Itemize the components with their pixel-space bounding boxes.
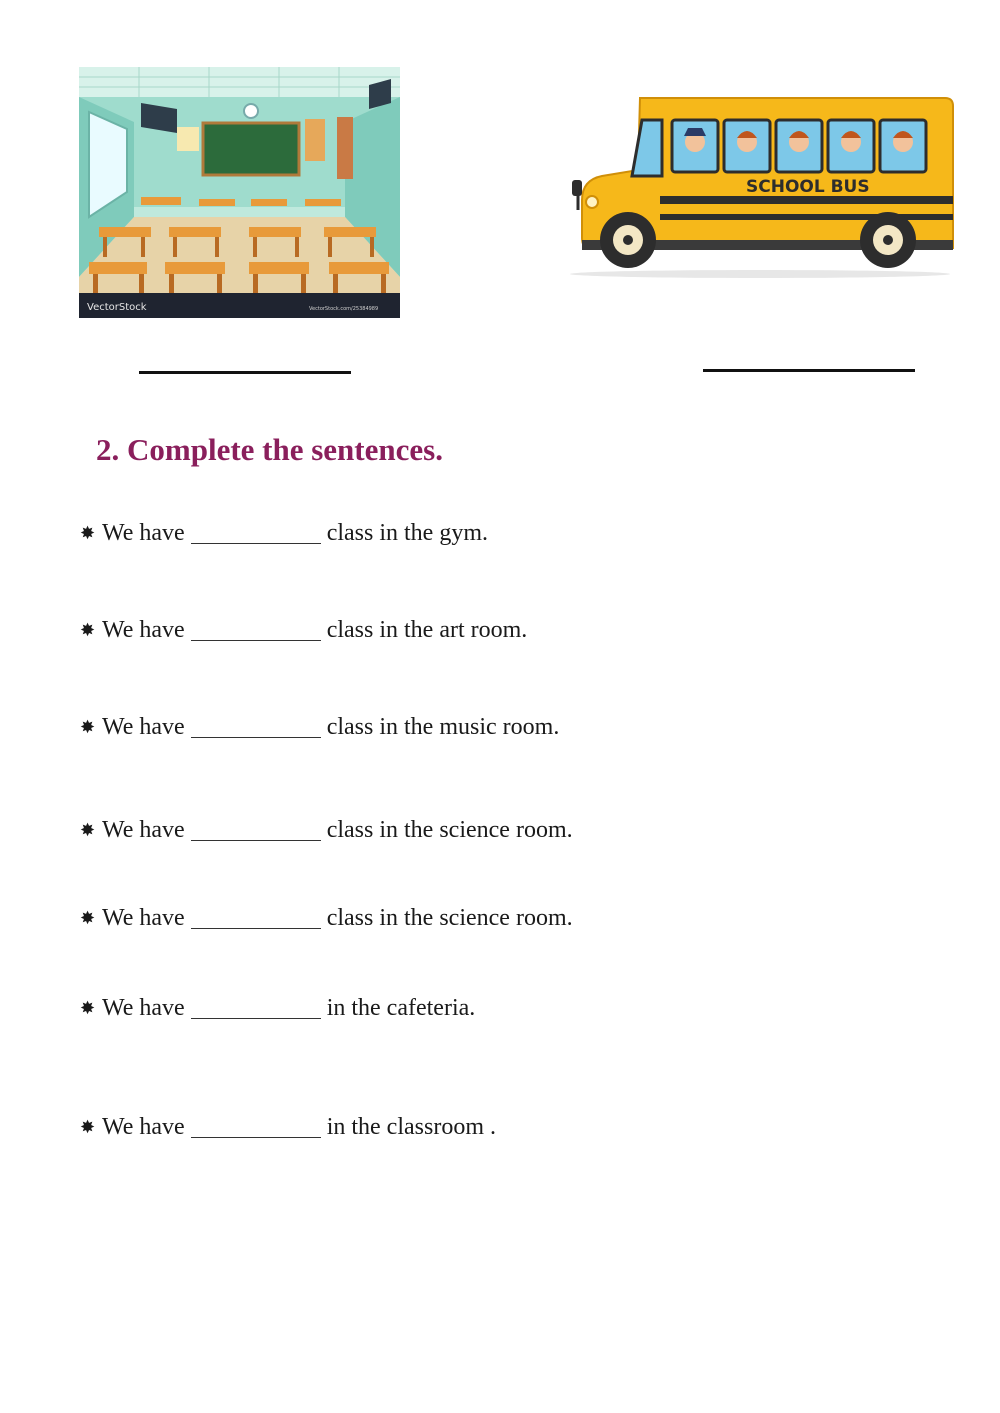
sentence-2 (80, 617, 527, 644)
star-bullet-icon: ✸ (80, 908, 96, 928)
sentence-blank[interactable] (191, 523, 321, 544)
sentence-end: class in the gym. (326, 520, 488, 546)
sentence-4 (80, 817, 573, 844)
star-bullet-icon: ✸ (80, 523, 96, 543)
bus-label: SCHOOL BUS (746, 177, 870, 197)
star-bullet-icon: ✸ (80, 998, 96, 1018)
sentence-3 (80, 714, 559, 741)
sentence-blank[interactable] (191, 820, 321, 841)
sentence-blank[interactable] (191, 717, 321, 738)
sentence-start: We have (102, 520, 185, 546)
watermark-left: VectorStock (87, 302, 147, 313)
sentence-blank[interactable] (191, 1117, 321, 1138)
sentence-blank[interactable] (191, 620, 321, 641)
sentence-end: class in the music room. (326, 714, 560, 740)
section-heading: 2. Complete the sentences. (96, 432, 443, 467)
sentence-start: We have (102, 617, 185, 643)
answer-line-bus[interactable] (703, 369, 915, 372)
sentence-blank[interactable] (191, 998, 321, 1019)
sentence-7 (80, 1114, 496, 1141)
sentence-end: in the classroom . (326, 1114, 496, 1140)
classroom-picture (79, 67, 400, 318)
sentence-5 (80, 905, 573, 932)
sentence-start: We have (102, 995, 185, 1021)
sentence-start: We have (102, 714, 185, 740)
sentence-blank[interactable] (191, 908, 321, 929)
star-bullet-icon: ✸ (80, 620, 96, 640)
sentence-1 (80, 520, 488, 547)
sentence-end: class in the science room. (326, 905, 573, 931)
sentence-start: We have (102, 817, 185, 843)
sentence-start: We have (102, 1114, 185, 1140)
sentence-end: class in the science room. (326, 817, 573, 843)
sentence-end: class in the art room. (326, 617, 528, 643)
star-bullet-icon: ✸ (80, 820, 96, 840)
answer-line-classroom[interactable] (139, 371, 351, 374)
star-bullet-icon: ✸ (80, 717, 96, 737)
sentence-start: We have (102, 905, 185, 931)
watermark-right: VectorStock.com/25384989 (309, 306, 379, 312)
sentence-end: in the cafeteria. (326, 995, 476, 1021)
sentence-6 (80, 995, 475, 1022)
school-bus-picture (560, 80, 960, 280)
star-bullet-icon: ✸ (80, 1117, 96, 1137)
